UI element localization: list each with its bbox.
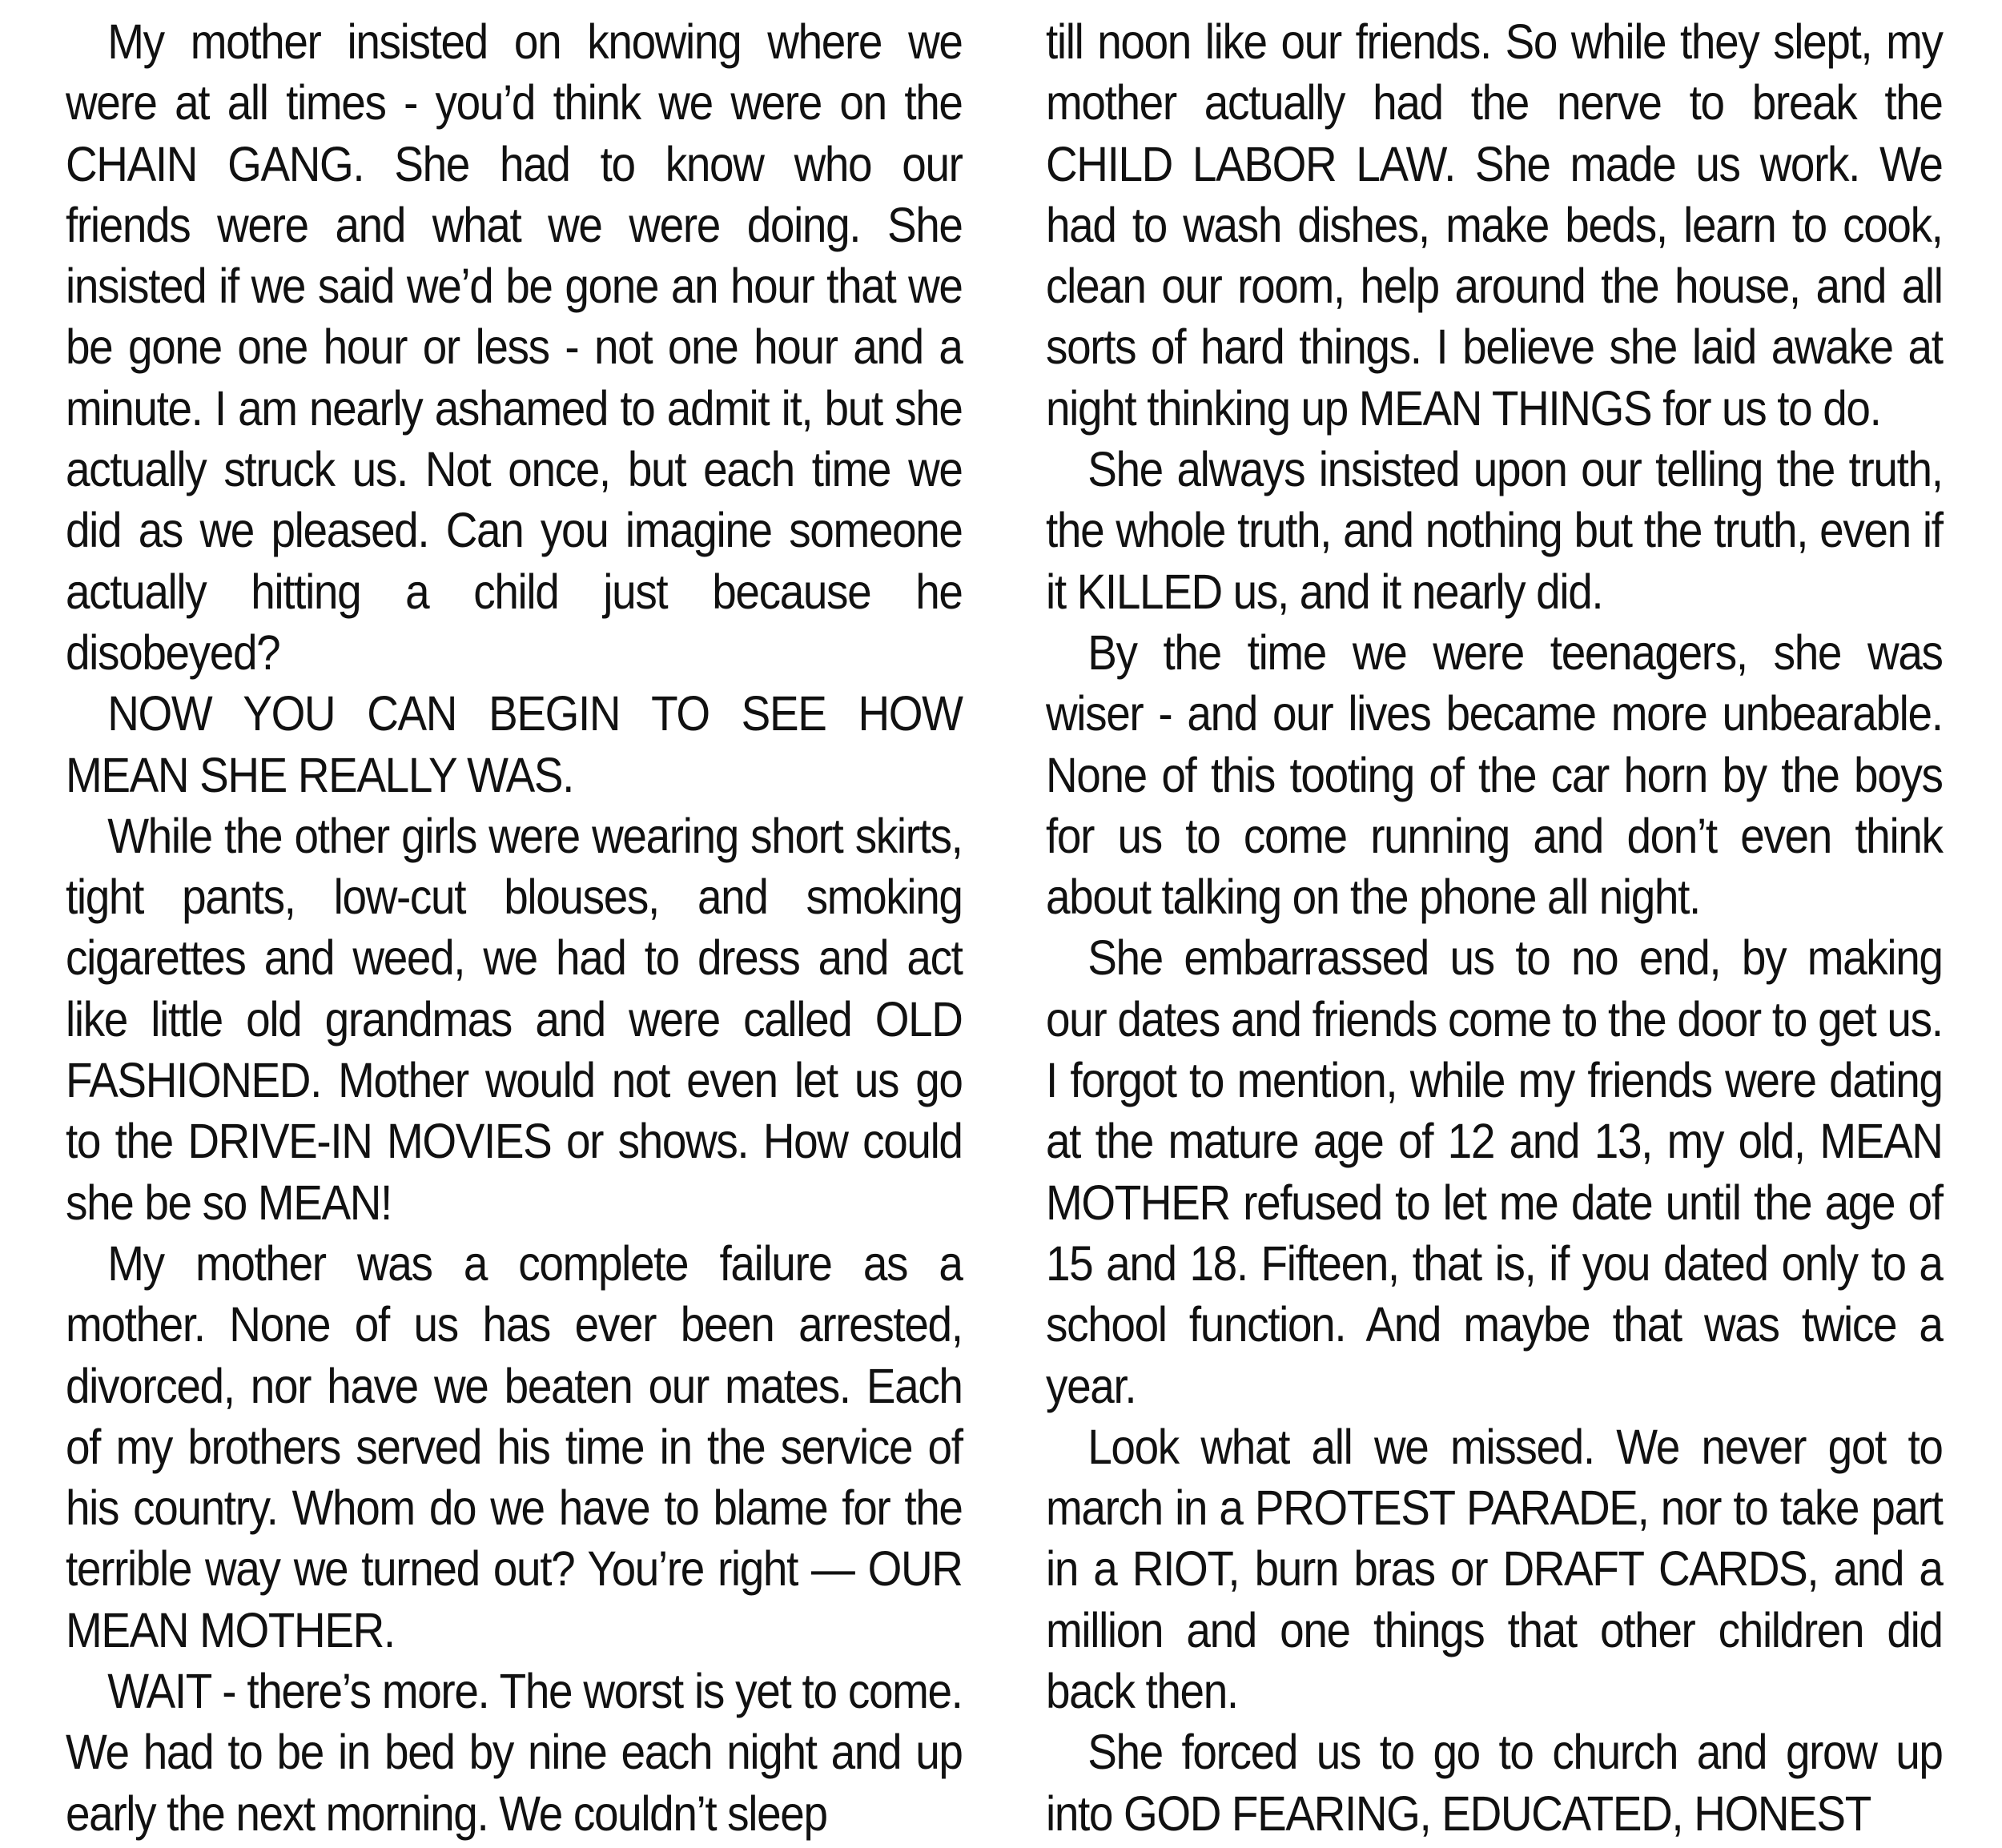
right-paragraph-2: She always insisted upon our telling the truth, the whole truth, and nothing but the truth, even if it KILLED us, and it nearly did. (1046, 442, 1943, 619)
right-paragraph-1: till noon like our friends. So while they slept, my mother actually had the nerve to break the CHILD LABOR LAW. She made us work. We had to wash dishes, make beds, learn to cook, clean our room, help around the house, and all sorts of hard things. I believe she laid awake at night thinking up MEAN THINGS for us to do. (1046, 14, 1943, 436)
right-paragraph-3: By the time we were teenagers, she was wiser - and our lives became more unbearable. None of this tooting of the car horn by the boys for us to come running and don’t even think about talking on the phone all night. (1046, 625, 1943, 925)
left-paragraph-2: NOW YOU CAN BEGIN TO SEE HOW MEAN SHE REALLY WAS. (66, 686, 963, 802)
left-paragraph-1: My mother insisted on knowing where we were at all times - you’d think we were on the CHAIN GANG. She had to know who our friends were and what we were doing. She insisted if we said we’d be gone an hour that we be gone one hour or less - not one hour and a minute. I am nearly ashamed to admit it, but she actually struck us. Not once, but each time we did as we pleased. Can you imagine someone actually hitting a child just because he disobeyed? (66, 14, 963, 680)
right-paragraph-6: She forced us to go to church and grow up into GOD FEARING, EDUCATED, HONEST (1046, 1725, 1943, 1841)
left-column (66, 11, 963, 1844)
right-paragraph-5: Look what all we missed. We never got to march in a PROTEST PARADE, nor to take part in a RIOT, burn bras or DRAFT CARDS, and a million and one things that other children did back then. (1046, 1419, 1943, 1719)
right-paragraph-4: She embarrassed us to no end, by making our dates and friends come to the door to get us. I forgot to mention, while my friends were dating at the mature age of 12 and 13, my old, MEAN MOTHER refused to let me date until the age of 15 and 18. Fifteen, that is, if you dated only to a school function. And maybe that was twice a year. (1046, 930, 1943, 1413)
left-paragraph-5: WAIT - there’s more. The worst is yet to come. We had to be in bed by nine each night and up early the next morning. We couldn’t sleep (66, 1664, 963, 1841)
right-column (1046, 11, 1943, 1844)
left-paragraph-3: While the other girls were wearing short skirts, tight pants, low-cut blouses, and smoking cigarettes and weed, we had to dress and act like little old grandmas and were called OLD FASHIONED. Mother would not even let us go to the DRIVE-IN MOVIES or shows. How could she be so MEAN! (66, 808, 963, 1230)
left-paragraph-4: My mother was a complete failure as a mother. None of us has ever been arrested, divorced, nor have we beaten our mates. Each of my brothers served his time in the service of his country. Whom do we have to blame for the terrible way we turned out? You’re right — OUR MEAN MOTHER. (66, 1235, 963, 1657)
